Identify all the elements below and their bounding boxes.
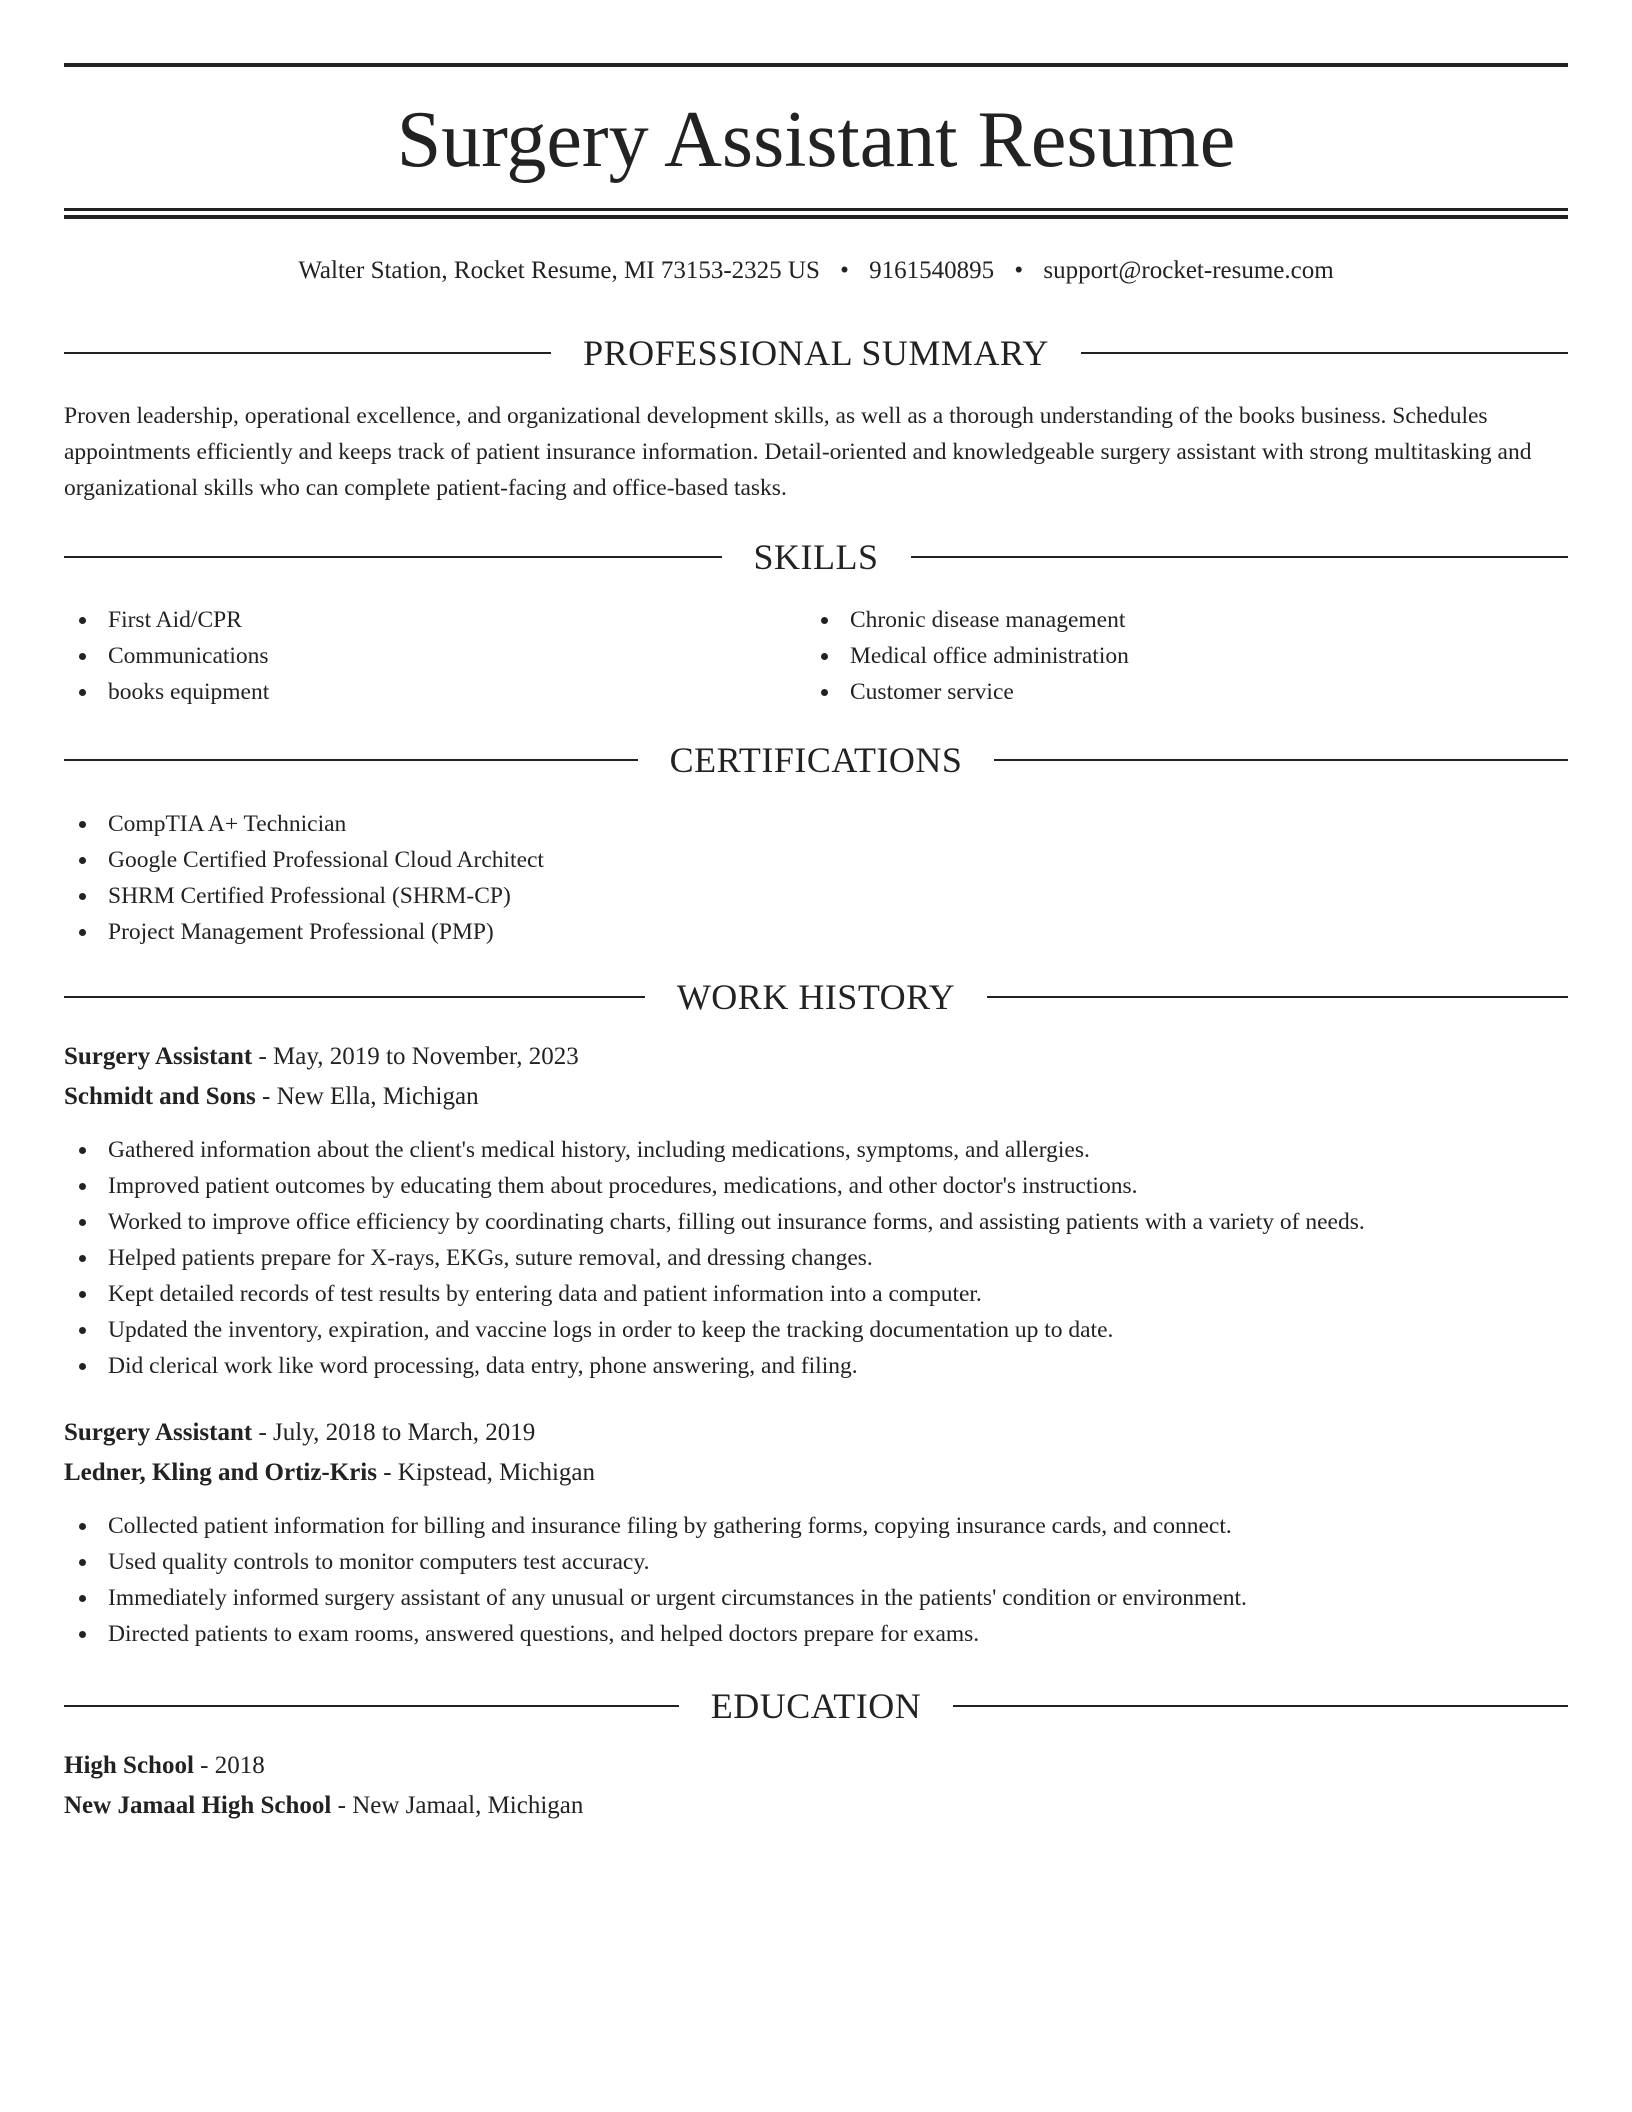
bullet-dot [79,1631,86,1638]
job-bullet [64,1240,1568,1276]
certifications-list [64,806,1568,950]
heading-rule [1081,352,1568,354]
job-bullet [64,1168,1568,1204]
job-company-line [64,1455,1568,1491]
heading-rule [987,996,1568,998]
certification-label: CompTIA A+ Technician [108,811,347,837]
skill-label: Customer service [850,679,1014,705]
contact-phone: 9161540895 [869,257,995,284]
certification-item [64,914,1568,950]
bullet-dot [79,1291,86,1298]
section-heading-skills [64,535,1568,579]
job-title: Surgery Assistant [64,1419,253,1446]
heading-rule [64,1705,679,1707]
section-title: WORK HISTORY [676,977,956,1017]
job-title-line [64,1415,1568,1451]
skill-label: First Aid/CPR [108,607,242,633]
section-heading-summary [64,331,1568,375]
section-heading-work-history [64,975,1568,1019]
skills-list-right [806,602,1506,710]
job-dates: - July, 2018 to March, 2019 [252,1419,536,1446]
job-title-line [64,1039,1568,1075]
job-bullet-text: Kept detailed records of test results by entering data and patient information into a computer. [108,1281,982,1307]
heading-rule [911,556,1569,558]
job-dates: - May, 2019 to November, 2023 [252,1043,579,1070]
job-bullet-text: Updated the inventory, expiration, and vaccine logs in order to keep the tracking documentation up to date. [108,1317,1114,1343]
education-degree-line [64,1748,1568,1784]
job-bullet [64,1616,1568,1652]
job-bullet-text: Worked to improve office efficiency by coordinating charts, filling out insurance forms, and assisting patients with a variety of needs. [108,1209,1365,1235]
education-location: - New Jamaal, Michigan [331,1792,584,1819]
job-company-line [64,1079,1568,1115]
job-bullet [64,1348,1568,1384]
bullet-dot [79,1595,86,1602]
title-double-rule [64,208,1568,219]
skill-label: Communications [108,643,269,669]
job-bullet [64,1544,1568,1580]
contact-email: support@rocket-resume.com [1043,257,1334,284]
skill-label: books equipment [108,679,270,705]
section-title: CERTIFICATIONS [669,740,963,780]
job-company: Schmidt and Sons [64,1083,256,1110]
bullet-dot [821,653,828,660]
bullet-dot [79,689,86,696]
job-bullet [64,1204,1568,1240]
section-title: PROFESSIONAL SUMMARY [583,333,1049,373]
skill-item [64,602,764,638]
skill-item [64,674,764,710]
bullet-dot [821,689,828,696]
bullet-dot [79,1523,86,1530]
heading-rule [64,996,645,998]
job-bullet-text: Collected patient information for billing and insurance filing by gathering forms, copying insurance cards, and connect. [108,1513,1232,1539]
job-bullet-text: Gathered information about the client's medical history, including medications, symptoms, and allergies. [108,1137,1090,1163]
job-bullet [64,1312,1568,1348]
bullet-dot [79,1147,86,1154]
bullet-dot [79,893,86,900]
skill-item [64,638,764,674]
bullet-dot [821,617,828,624]
certification-item [64,806,1568,842]
education-school: New Jamaal High School [64,1792,332,1819]
job-bullets [64,1508,1568,1652]
job-bullet-text: Immediately informed surgery assistant of any unusual or urgent circumstances in the patients' condition or environment. [108,1585,1247,1611]
bullet-dot [79,1219,86,1226]
education-degree: High School [64,1752,194,1779]
skills-list-left [64,602,764,710]
skill-item [806,602,1506,638]
bullet-dot [79,1363,86,1370]
rule-upper [64,208,1568,211]
skill-label: Medical office administration [850,643,1129,669]
certification-item [64,878,1568,914]
job-bullet [64,1508,1568,1544]
section-heading-certifications [64,738,1568,782]
top-rule [64,63,1568,67]
contact-separator: • [840,257,849,284]
rule-lower [64,215,1568,219]
skill-item [806,674,1506,710]
bullet-dot [79,1183,86,1190]
bullet-dot [79,821,86,828]
bullet-dot [79,617,86,624]
job-bullet-text: Used quality controls to monitor computers test accuracy. [108,1549,650,1575]
job-bullet [64,1132,1568,1168]
education-year: - 2018 [193,1752,265,1779]
contact-separator: • [1014,257,1024,284]
job-bullet-text: Helped patients prepare for X-rays, EKGs, suture removal, and dressing changes. [108,1245,873,1271]
skill-item [806,638,1506,674]
bullet-dot [79,653,86,660]
section-title: SKILLS [753,537,879,577]
bullet-dot [79,1255,86,1262]
job-location: - New Ella, Michigan [255,1083,479,1110]
section-title: EDUCATION [710,1686,922,1726]
certification-label: SHRM Certified Professional (SHRM-CP) [108,883,511,909]
heading-rule [64,556,722,558]
bullet-dot [79,857,86,864]
bullet-dot [79,1327,86,1334]
job-bullets [64,1132,1568,1384]
heading-rule [994,759,1568,761]
education-school-line [64,1788,1568,1824]
job-company: Ledner, Kling and Ortiz-Kris [64,1459,377,1486]
job-title: Surgery Assistant [64,1043,253,1070]
skill-label: Chronic disease management [850,607,1126,633]
job-bullet-text: Did clerical work like word processing, data entry, phone answering, and filing. [108,1353,858,1379]
job-location: - Kipstead, Michigan [376,1459,595,1486]
bullet-dot [79,1559,86,1566]
certification-item [64,842,1568,878]
summary-text: Proven leadership, operational excellence, and organizational development skills, as well as a thorough understanding of the books business. Schedules appointments efficiently and keeps track of patient insurance information. Detail-oriented and knowledgeable surgery assistant with strong multitasking and organizational skills who can complete patient-facing and office-based tasks. [64,403,1532,501]
heading-rule [64,352,551,354]
job-bullet [64,1276,1568,1312]
certification-label: Google Certified Professional Cloud Architect [108,847,544,873]
certification-label: Project Management Professional (PMP) [108,919,494,945]
bullet-dot [79,929,86,936]
job-bullet [64,1580,1568,1616]
page-title: Surgery Assistant Resume [396,96,1236,184]
job-bullet-text: Directed patients to exam rooms, answered questions, and helped doctors prepare for exams. [108,1621,980,1647]
heading-rule [64,759,638,761]
contact-address: Walter Station, Rocket Resume, MI 73153-2325 US [298,257,820,284]
heading-rule [953,1705,1568,1707]
section-heading-education [64,1684,1568,1728]
job-bullet-text: Improved patient outcomes by educating them about procedures, medications, and other doctor's instructions. [108,1173,1138,1199]
contact-line [64,253,1568,289]
